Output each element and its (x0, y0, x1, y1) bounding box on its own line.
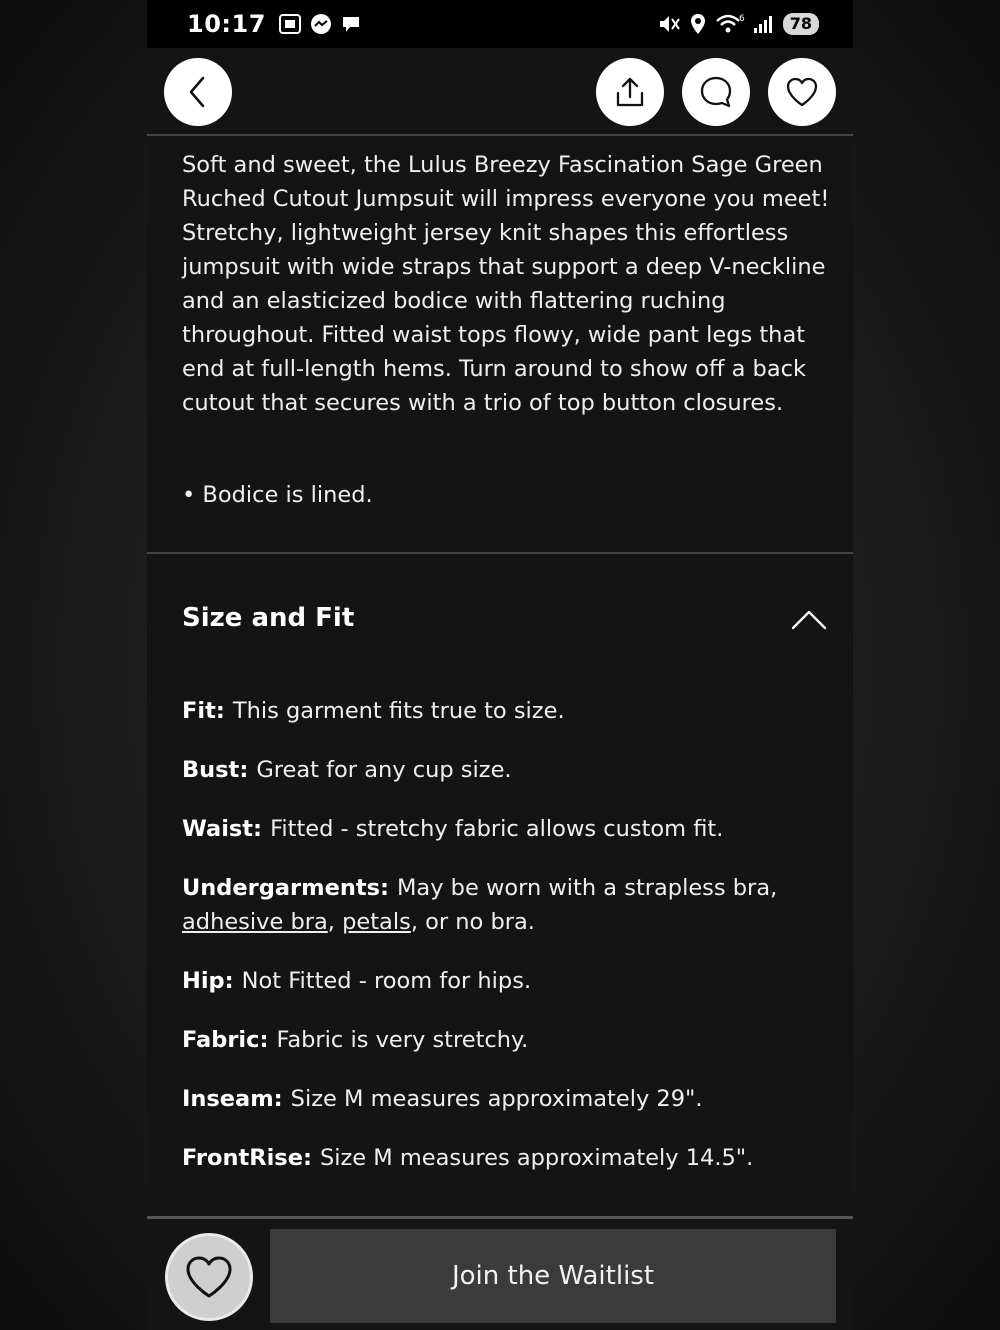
top-nav-bar (147, 48, 853, 136)
fit-row-fit (182, 694, 822, 728)
fit-row-inseam (182, 1082, 822, 1116)
fit-label: Fit: (182, 698, 225, 724)
petals-link[interactable]: petals (342, 909, 411, 935)
phone-screen (147, 0, 853, 1330)
location-icon (689, 13, 707, 35)
description-bullet: • Bodice is lined. (182, 482, 373, 508)
status-bar (147, 0, 853, 48)
join-waitlist-button[interactable]: Join the Waitlist (270, 1229, 836, 1323)
chat-notification-icon (340, 13, 362, 35)
inseam-value: Size M measures approximately 29". (290, 1086, 703, 1112)
frontrise-label: FrontRise: (182, 1145, 312, 1171)
fit-value: This garment fits true to size. (232, 698, 565, 724)
size-fit-heading[interactable]: Size and Fit (182, 603, 355, 633)
favorite-button[interactable] (768, 58, 836, 126)
hip-value: Not Fitted - room for hips. (241, 968, 532, 994)
bottom-action-bar (147, 1216, 853, 1330)
undergarments-value-suffix: , or no bra. (410, 909, 535, 935)
chat-bubble-icon (698, 74, 734, 110)
inseam-label: Inseam: (182, 1086, 283, 1112)
fit-row-hip (182, 964, 822, 998)
footer-favorite-button[interactable] (165, 1233, 253, 1321)
fit-row-frontrise (182, 1141, 822, 1175)
bust-value: Great for any cup size. (256, 757, 512, 783)
chevron-left-icon (183, 75, 213, 109)
product-description: Soft and sweet, the Lulus Breezy Fascination Sage Green Ruched Cutout Jumpsuit will impress everyone you meet! Stretchy, lightweight jersey knit shapes this effortless jumpsuit with wide straps that support a deep V-neckline and an elasticized bodice with flattering ruching throughout. Fitted waist tops flowy, wide pant legs that end at full-length hems. Turn around to show off a back cutout that secures with a trio of top button closures. (182, 152, 830, 416)
frontrise-value: Size M measures approximately 14.5". (319, 1145, 754, 1171)
hip-label: Hip: (182, 968, 234, 994)
bust-label: Bust: (182, 757, 249, 783)
mute-icon (657, 13, 681, 35)
section-divider (147, 552, 853, 554)
fabric-label: Fabric: (182, 1027, 269, 1053)
fit-row-waist (182, 812, 822, 846)
share-icon (613, 75, 647, 109)
battery-level: 78 (783, 13, 819, 35)
network-label: 6 (738, 14, 745, 24)
undergarments-label: Undergarments: (182, 875, 390, 901)
waist-value: Fitted - stretchy fabric allows custom fit. (270, 816, 724, 842)
chat-button[interactable] (682, 58, 750, 126)
adhesive-bra-link[interactable]: adhesive bra (182, 909, 328, 935)
waist-label: Waist: (182, 816, 263, 842)
undergarments-separator: , (327, 909, 335, 935)
status-time: 10:17 (187, 10, 266, 38)
fit-row-fabric (182, 1023, 822, 1057)
messenger-icon (310, 13, 332, 35)
undergarments-value-prefix: May be worn with a strapless bra, (397, 875, 778, 901)
share-button[interactable] (596, 58, 664, 126)
status-system-icons (657, 13, 819, 35)
back-button[interactable] (164, 58, 232, 126)
fit-row-bust (182, 753, 822, 787)
chevron-up-icon[interactable] (791, 608, 827, 632)
wifi-icon (715, 13, 745, 35)
fabric-value: Fabric is very stretchy. (276, 1027, 529, 1053)
heart-icon (184, 1254, 234, 1300)
heart-icon (785, 76, 819, 108)
signal-icon (753, 13, 775, 35)
screenshot-icon (278, 13, 302, 35)
fit-row-undergarments (182, 871, 822, 939)
status-notification-icons (278, 13, 362, 35)
size-fit-list (182, 694, 822, 1200)
